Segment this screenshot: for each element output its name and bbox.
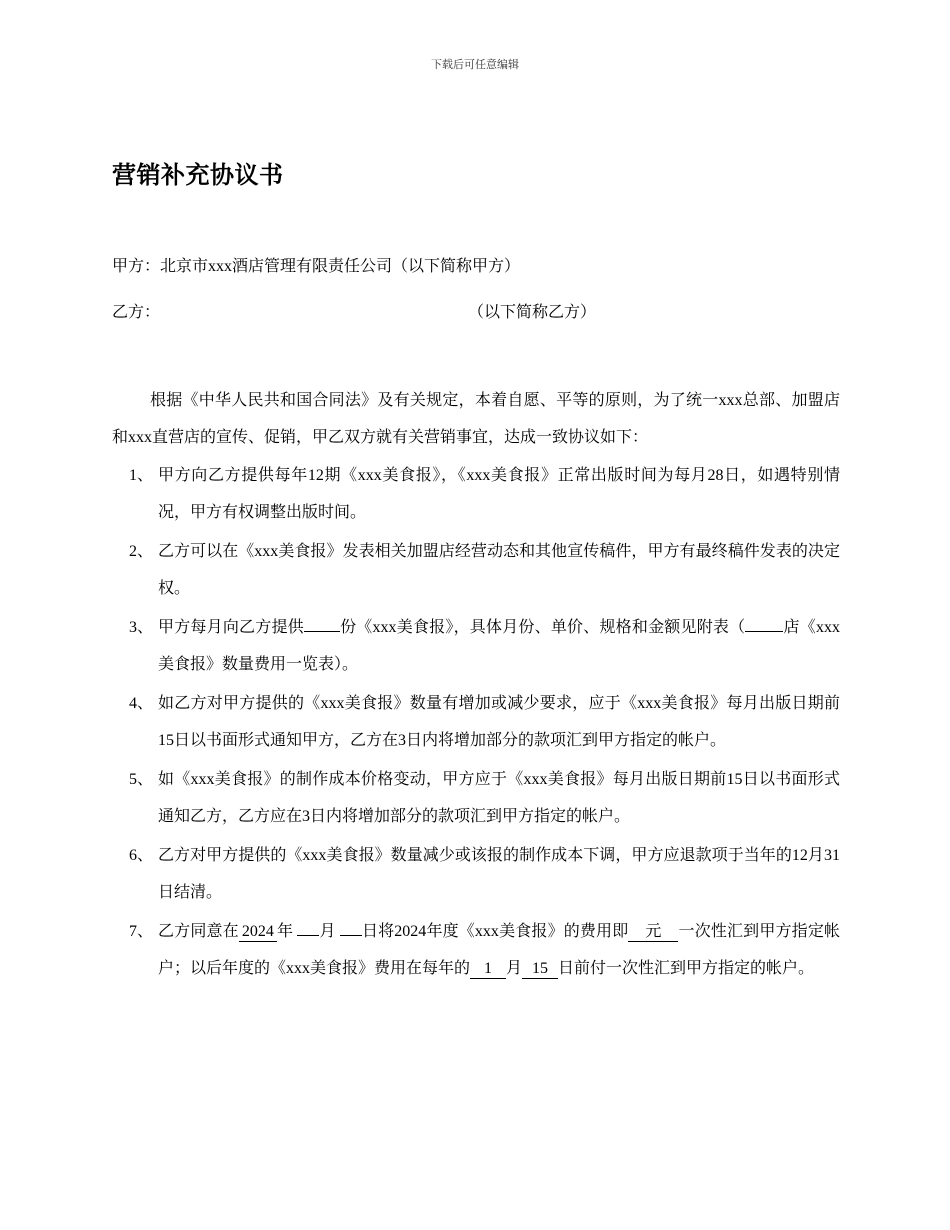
clause-text-part: 店《xxx美食报》数量费用一览表）。: [158, 619, 840, 673]
clause-text-part: 日前付一次性汇到甲方指定的帐户。: [558, 960, 815, 977]
clause-3: [112, 609, 840, 683]
clause-4: [112, 685, 840, 759]
clause-text-part: 乙方同意在: [158, 923, 239, 940]
clause-text: 乙方可以在《xxx美食报》发表相关加盟店经营动态和其他宣传稿件，甲方有最终稿件发表的决定权。: [158, 543, 840, 597]
party-a-line: 甲方：北京市xxx酒店管理有限责任公司（以下简称甲方）: [112, 258, 521, 275]
intro-paragraph: 根据《中华人民共和国合同法》及有关规定，本着自愿、平等的原则，为了统一xxx总部、加盟店和xxx直营店的宣传、促销，甲乙双方就有关营销事宜，达成一致协议如下：: [112, 392, 840, 446]
clause-2: [112, 533, 840, 607]
party-b-line: [112, 299, 832, 322]
page-title: 营销补充协议书: [112, 161, 284, 189]
clause-1: [112, 457, 840, 531]
clause-number: 4、: [129, 695, 154, 712]
clause-list: [112, 457, 840, 989]
clause-text-part: 日将2024年度《xxx美食报》的费用即: [361, 923, 629, 940]
clause-text-part: 月: [319, 923, 336, 940]
clause-number: 3、: [129, 619, 154, 636]
clause-number: 2、: [129, 543, 154, 560]
clause-text: 如乙方对甲方提供的《xxx美食报》数量有增加或减少要求，应于《xxx美食报》每月出版日期前15日以书面形式通知甲方，乙方在3日内将增加部分的款项汇到甲方指定的帐户。: [158, 695, 840, 749]
clause-text-part: 甲方每月向乙方提供: [158, 619, 304, 636]
clause-text-part: 份《xxx美食报》，具体月份、单价、规格和金额见附表（: [339, 619, 746, 636]
clause-text-part: 一次性汇到甲方指定帐户；以后年度的《xxx美食报》费用在每年的: [158, 923, 840, 977]
clause-number: 6、: [129, 847, 154, 864]
clause-text-part: 月: [506, 960, 523, 977]
store-blank: [745, 613, 783, 632]
clause-7: [112, 913, 840, 987]
header-note: 下载后可任意编辑: [431, 59, 519, 71]
clause-text: 甲方向乙方提供每年12期《xxx美食报》，《xxx美食报》正常出版时间为每月28日，如遇特别情况，甲方有权调整出版时间。: [158, 467, 840, 521]
party-b-label: 乙方：: [112, 304, 161, 321]
clause-6: [112, 837, 840, 911]
year-blank: 2024: [239, 923, 277, 942]
clause-number: 5、: [129, 771, 154, 788]
clause-text: 乙方对甲方提供的《xxx美食报》数量减少或该报的制作成本下调，甲方应退款项于当年的12月31日结清。: [158, 847, 840, 901]
clause-5: [112, 761, 840, 835]
clause-text: 如《xxx美食报》的制作成本价格变动，甲方应于《xxx美食报》每月出版日期前15日以书面形式通知乙方，乙方应在3日内将增加部分的款项汇到甲方指定的帐户。: [158, 771, 840, 825]
clause-number: 7、: [129, 923, 154, 940]
copies-blank: [304, 613, 340, 632]
month-blank: [297, 917, 319, 936]
clause-number: 1、: [129, 467, 154, 484]
pay-day-blank: 15: [522, 960, 558, 979]
amount-blank: 元: [628, 923, 678, 942]
party-b-note: （以下简称乙方）: [468, 304, 597, 321]
day-blank: [340, 917, 362, 936]
clause-text-part: 年: [276, 923, 294, 940]
pay-month-blank: 1: [470, 960, 506, 979]
